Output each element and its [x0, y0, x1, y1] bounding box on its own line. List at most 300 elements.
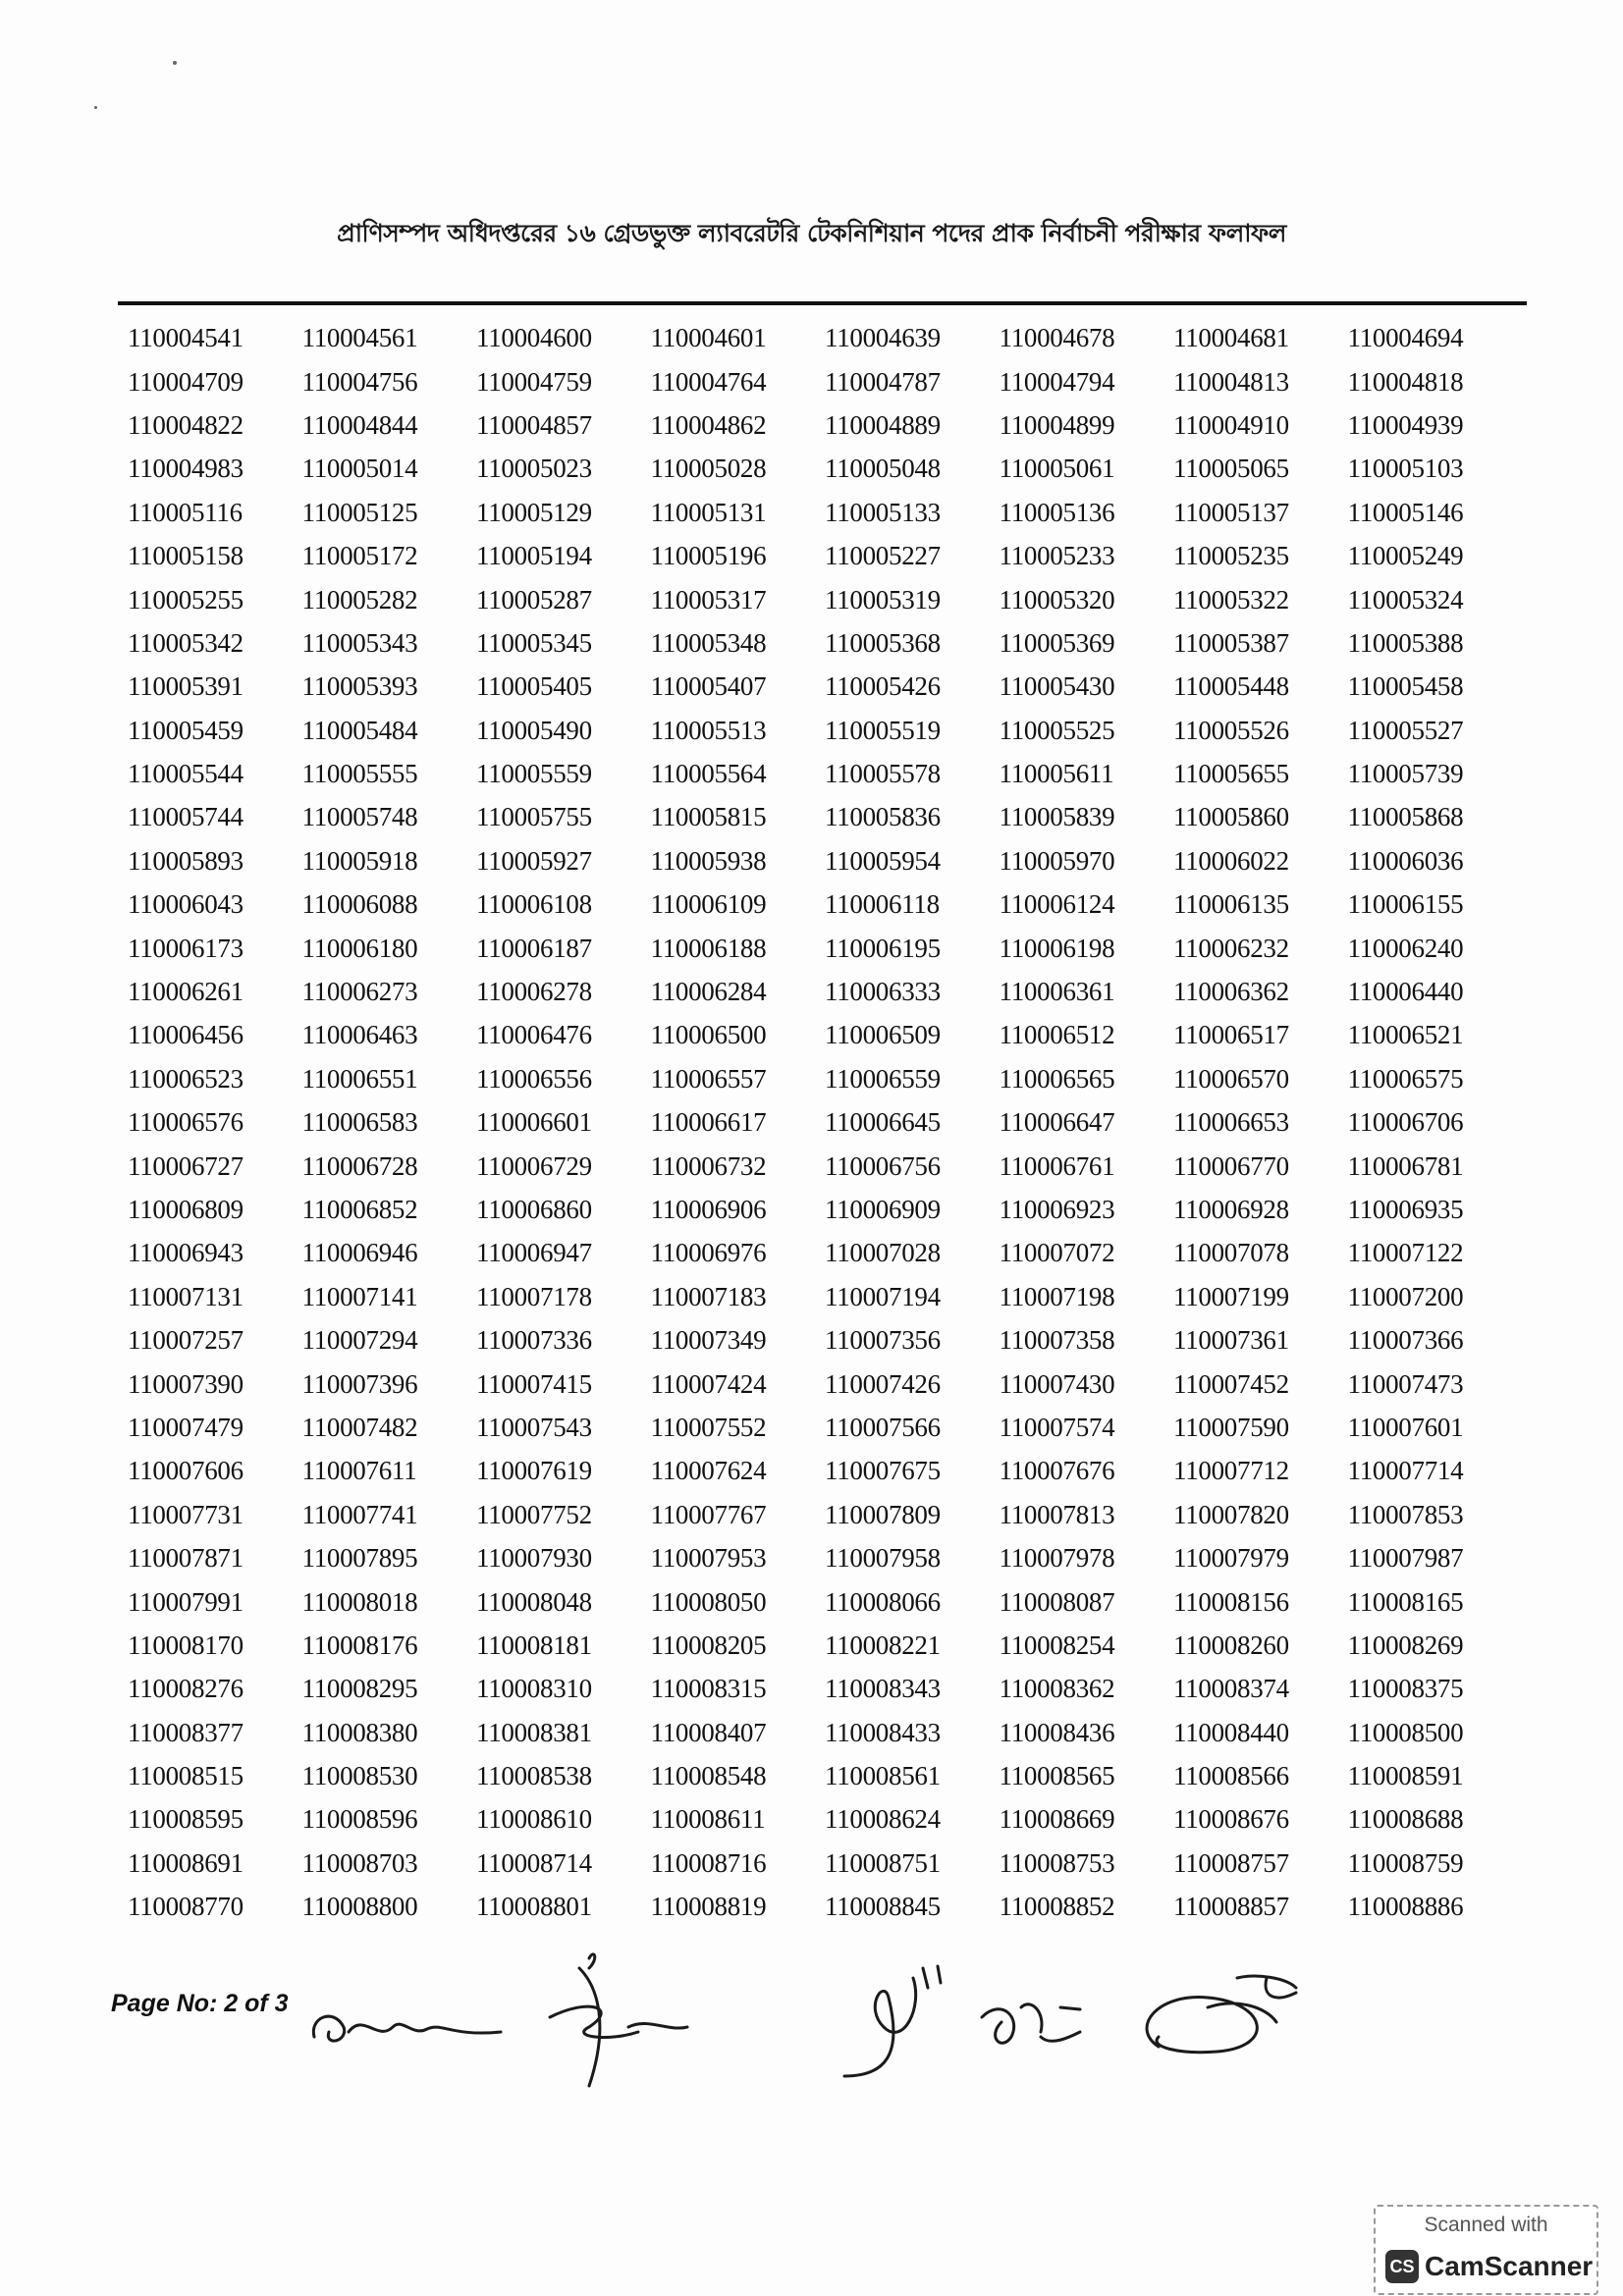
roll-number-cell: 110006947	[476, 1238, 592, 1268]
roll-number-cell: 110008770	[128, 1892, 243, 1922]
roll-number-cell: 110005065	[1173, 454, 1289, 484]
roll-number-cell: 110006923	[999, 1195, 1115, 1224]
roll-number-cell: 110006565	[999, 1063, 1115, 1094]
roll-number-cell: 110008380	[301, 1717, 418, 1747]
table-row	[122, 795, 1516, 838]
roll-number-cell: 110006187	[476, 933, 592, 963]
roll-number-cell: 110004709	[128, 366, 243, 397]
roll-number-cell: 110007676	[999, 1456, 1115, 1486]
roll-number-cell: 110005407	[650, 671, 767, 702]
roll-number-cell: 110008857	[1173, 1892, 1289, 1922]
roll-number-cell: 110006770	[1173, 1150, 1289, 1181]
roll-number-cell: 110008566	[1173, 1761, 1289, 1791]
roll-number-cell: 110005282	[301, 584, 418, 614]
roll-number-cell: 110006278	[476, 977, 592, 1007]
roll-number-cell: 110004889	[825, 409, 941, 440]
roll-number-cell: 110004983	[128, 454, 243, 484]
roll-number-cell: 110007543	[476, 1412, 592, 1442]
roll-number-cell: 110007078	[1173, 1238, 1289, 1268]
roll-number-cell: 110008624	[825, 1804, 941, 1835]
roll-number-cell: 110007390	[128, 1368, 243, 1399]
table-row	[122, 1406, 1516, 1449]
roll-number-cell: 110005559	[476, 759, 592, 789]
roll-number-cell: 110007452	[1173, 1368, 1289, 1399]
camscanner-badge	[1374, 2205, 1598, 2295]
roll-number-cell: 110006576	[128, 1107, 243, 1138]
roll-number-cell: 110005391	[128, 671, 243, 702]
roll-number-cell: 110005387	[1173, 627, 1289, 658]
roll-number-cell: 110006118	[825, 889, 940, 920]
roll-number-cell: 110005405	[476, 671, 592, 702]
roll-number-cell: 110006521	[1347, 1020, 1464, 1050]
roll-number-cell: 110007566	[825, 1412, 941, 1442]
roll-number-cell: 110006109	[650, 889, 767, 920]
table-row	[122, 577, 1516, 620]
roll-number-cell: 110008676	[1173, 1804, 1289, 1835]
roll-number-cell: 110005255	[128, 584, 243, 614]
table-row	[122, 1275, 1516, 1318]
table-row	[122, 1624, 1516, 1667]
roll-number-cell: 110008375	[1347, 1674, 1464, 1704]
roll-number-cell: 110004756	[301, 366, 418, 397]
roll-number-cell: 110004822	[128, 409, 243, 440]
roll-number-cell: 110008181	[476, 1629, 592, 1660]
roll-number-cell: 110006173	[128, 933, 243, 963]
roll-number-cell: 110006333	[825, 977, 941, 1007]
roll-number-cell: 110008433	[825, 1717, 941, 1747]
roll-number-cell: 110004857	[476, 409, 592, 440]
roll-number-cell: 110005235	[1173, 541, 1289, 571]
roll-number-cell: 110007482	[301, 1412, 418, 1442]
roll-number-cell: 110008050	[650, 1586, 767, 1617]
roll-number-cell: 110008530	[301, 1761, 418, 1791]
table-row	[122, 1231, 1516, 1274]
roll-number-cell: 110008362	[999, 1674, 1115, 1704]
roll-number-cell: 110007895	[301, 1543, 418, 1574]
roll-number-cell: 110008548	[650, 1761, 767, 1791]
roll-number-cell: 110008845	[825, 1892, 941, 1922]
roll-number-cell: 110006943	[128, 1238, 243, 1268]
roll-number-cell: 110008381	[476, 1717, 592, 1747]
scan-speck	[94, 106, 97, 109]
table-row	[122, 1362, 1516, 1405]
roll-number-cell: 110008276	[128, 1674, 243, 1704]
roll-number-cell: 110005526	[1173, 715, 1289, 745]
roll-number-cell: 110006653	[1173, 1107, 1289, 1138]
roll-number-cell: 110007752	[476, 1499, 592, 1529]
table-row	[122, 621, 1516, 665]
roll-number-cell: 110008377	[128, 1717, 243, 1747]
roll-number-cell: 110006361	[999, 977, 1115, 1007]
roll-number-cell: 110005448	[1173, 671, 1289, 702]
table-row	[122, 1754, 1516, 1797]
roll-number-cell: 110007978	[999, 1543, 1115, 1574]
roll-number-cell: 110007356	[825, 1325, 941, 1356]
roll-number-cell: 110005172	[301, 541, 418, 571]
roll-number-cell: 110006781	[1347, 1150, 1464, 1181]
roll-number-cell: 110005125	[301, 497, 418, 527]
roll-number-cell: 110008591	[1347, 1761, 1464, 1791]
table-row	[122, 1013, 1516, 1056]
roll-number-cell: 110005103	[1347, 454, 1464, 484]
roll-number-cell: 110008260	[1173, 1629, 1289, 1660]
roll-number-cell: 110008176	[301, 1629, 418, 1660]
roll-number-cell: 110004794	[999, 366, 1115, 397]
table-row	[122, 1057, 1516, 1100]
roll-number-cell: 110007953	[650, 1543, 767, 1574]
roll-number-cell: 110007257	[128, 1325, 243, 1356]
roll-number-cell: 110007426	[825, 1368, 941, 1399]
roll-number-cell: 110006284	[650, 977, 767, 1007]
roll-number-cell: 110004764	[650, 366, 767, 397]
signatures	[295, 1939, 1375, 2096]
roll-number-cell: 110008596	[301, 1804, 418, 1835]
roll-number-cell: 110006232	[1173, 933, 1289, 963]
roll-number-cell: 110007813	[999, 1499, 1115, 1529]
roll-number-cell: 110008759	[1347, 1847, 1464, 1878]
roll-number-cell: 110008269	[1347, 1629, 1464, 1660]
roll-number-cell: 110007200	[1347, 1281, 1464, 1311]
roll-number-cell: 110004601	[650, 323, 767, 353]
roll-number-cell: 110005061	[999, 454, 1115, 484]
roll-number-cell: 110006928	[1173, 1195, 1289, 1224]
roll-number-cell: 110007552	[650, 1412, 767, 1442]
roll-number-cell: 110007072	[999, 1238, 1115, 1268]
roll-number-cell: 110008165	[1347, 1586, 1464, 1617]
table-row	[122, 1842, 1516, 1885]
roll-number-cell: 110007358	[999, 1325, 1115, 1356]
roll-number-table	[122, 316, 1516, 1928]
roll-number-cell: 110005233	[999, 541, 1115, 571]
roll-number-cell: 110008757	[1173, 1847, 1289, 1878]
roll-number-cell: 110005954	[825, 845, 941, 876]
roll-number-cell: 110006022	[1173, 845, 1289, 876]
roll-number-cell: 110006273	[301, 977, 418, 1007]
roll-number-cell: 110004787	[825, 366, 941, 397]
roll-number-cell: 110005342	[128, 627, 243, 658]
roll-number-cell: 110008538	[476, 1761, 592, 1791]
roll-number-cell: 110008087	[999, 1586, 1115, 1617]
roll-number-cell: 110005322	[1173, 584, 1289, 614]
roll-number-cell: 110006706	[1347, 1107, 1464, 1138]
roll-number-cell: 110004694	[1347, 323, 1464, 353]
roll-number-cell: 110005345	[476, 627, 592, 658]
roll-number-cell: 110005564	[650, 759, 767, 789]
roll-number-cell: 110006946	[301, 1238, 418, 1268]
roll-number-cell: 110004899	[999, 409, 1115, 440]
roll-number-cell: 110005317	[650, 584, 767, 614]
roll-number-cell: 110005287	[476, 584, 592, 614]
roll-number-cell: 110007741	[301, 1499, 418, 1529]
roll-number-cell: 110005116	[128, 497, 243, 527]
signature-4	[982, 2004, 1080, 2043]
roll-number-cell: 110006108	[476, 889, 592, 920]
scan-speck	[173, 61, 177, 65]
roll-number-cell: 110008343	[825, 1674, 941, 1704]
table-row	[122, 1579, 1516, 1623]
roll-number-cell: 110008440	[1173, 1717, 1289, 1747]
roll-number-cell: 110006557	[650, 1063, 767, 1094]
roll-number-cell: 110007991	[128, 1586, 243, 1617]
roll-number-cell: 110005739	[1347, 759, 1464, 789]
table-row	[122, 1711, 1516, 1754]
table-row	[122, 1885, 1516, 1928]
roll-number-cell: 110005430	[999, 671, 1115, 702]
signature-5	[1147, 1976, 1296, 2053]
table-row	[122, 316, 1516, 359]
roll-number-cell: 110007194	[825, 1281, 941, 1311]
roll-number-cell: 110007809	[825, 1499, 941, 1529]
roll-number-cell: 110008310	[476, 1674, 592, 1704]
roll-number-cell: 110006860	[476, 1195, 592, 1224]
roll-number-cell: 110006512	[999, 1020, 1115, 1050]
roll-number-cell: 110005131	[650, 497, 767, 527]
roll-number-cell: 110005014	[301, 454, 418, 484]
table-row	[122, 1493, 1516, 1536]
table-row	[122, 1797, 1516, 1841]
roll-number-cell: 110005320	[999, 584, 1115, 614]
roll-number-cell: 110004639	[825, 323, 941, 353]
roll-number-cell: 110008407	[650, 1717, 767, 1747]
table-row	[122, 665, 1516, 708]
roll-number-cell: 110008565	[999, 1761, 1115, 1791]
roll-number-cell: 110006440	[1347, 977, 1464, 1007]
roll-number-cell: 110005860	[1173, 802, 1289, 832]
roll-number-cell: 110006617	[650, 1107, 767, 1138]
roll-number-cell: 110006761	[999, 1150, 1115, 1181]
roll-number-cell: 110007199	[1173, 1281, 1289, 1311]
roll-number-cell: 110006509	[825, 1020, 941, 1050]
roll-number-cell: 110005755	[476, 802, 592, 832]
roll-number-cell: 110005459	[128, 715, 243, 745]
roll-number-cell: 110006124	[999, 889, 1115, 920]
roll-number-cell: 110007624	[650, 1456, 767, 1486]
table-row	[122, 1667, 1516, 1710]
table-row	[122, 403, 1516, 447]
signature-1	[313, 2016, 501, 2041]
roll-number-cell: 110006036	[1347, 845, 1464, 876]
roll-number-cell: 110005048	[825, 454, 941, 484]
roll-number-cell: 110008753	[999, 1847, 1115, 1878]
roll-number-cell: 110007198	[999, 1281, 1115, 1311]
roll-number-cell: 110006728	[301, 1150, 418, 1181]
roll-number-cell: 110007028	[825, 1238, 941, 1268]
roll-number-cell: 110006198	[999, 933, 1115, 963]
roll-number-cell: 110007731	[128, 1499, 243, 1529]
roll-number-cell: 110005158	[128, 541, 243, 571]
roll-number-cell: 110006756	[825, 1150, 941, 1181]
roll-number-cell: 110006180	[301, 933, 418, 963]
roll-number-cell: 110004844	[301, 409, 418, 440]
table-row	[122, 1318, 1516, 1362]
roll-number-cell: 110006476	[476, 1020, 592, 1050]
roll-number-cell: 110007336	[476, 1325, 592, 1356]
roll-number-cell: 110005129	[476, 497, 592, 527]
roll-number-cell: 110007619	[476, 1456, 592, 1486]
roll-number-cell: 110007430	[999, 1368, 1115, 1399]
roll-number-cell: 110006500	[650, 1020, 767, 1050]
roll-number-cell: 110006729	[476, 1150, 592, 1181]
roll-number-cell: 110008500	[1347, 1717, 1464, 1747]
roll-number-cell: 110007473	[1347, 1368, 1464, 1399]
roll-number-cell: 110005525	[999, 715, 1115, 745]
roll-number-cell: 110008156	[1173, 1586, 1289, 1617]
roll-number-cell: 110005918	[301, 845, 418, 876]
roll-number-cell: 110007361	[1173, 1325, 1289, 1356]
roll-number-cell: 110006261	[128, 977, 243, 1007]
roll-number-cell: 110007294	[301, 1325, 418, 1356]
roll-number-cell: 110006559	[825, 1063, 941, 1094]
roll-number-cell: 110006463	[301, 1020, 418, 1050]
roll-number-cell: 110007930	[476, 1543, 592, 1574]
roll-number-cell: 110008436	[999, 1717, 1115, 1747]
roll-number-cell: 110006909	[825, 1195, 941, 1224]
table-row	[122, 1144, 1516, 1187]
roll-number-cell: 110008221	[825, 1629, 941, 1660]
roll-number-cell: 110005249	[1347, 541, 1464, 571]
roll-number-cell: 110008852	[999, 1892, 1115, 1922]
roll-number-cell: 110006906	[650, 1195, 767, 1224]
roll-number-cell: 110007396	[301, 1368, 418, 1399]
roll-number-cell: 110005133	[825, 497, 941, 527]
roll-number-cell: 110006155	[1347, 889, 1464, 920]
roll-number-cell: 110007675	[825, 1456, 941, 1486]
roll-number-cell: 110005227	[825, 541, 941, 571]
roll-number-cell: 110006645	[825, 1107, 941, 1138]
roll-number-cell: 110005490	[476, 715, 592, 745]
roll-number-cell: 110008703	[301, 1847, 418, 1878]
roll-number-cell: 110006647	[999, 1107, 1115, 1138]
roll-number-cell: 110007853	[1347, 1499, 1464, 1529]
roll-number-cell: 110005519	[825, 715, 941, 745]
table-row	[122, 882, 1516, 926]
roll-number-cell: 110008610	[476, 1804, 592, 1835]
roll-number-cell: 110004862	[650, 409, 767, 440]
scanned-with-text: Scanned with	[1424, 2214, 1548, 2236]
table-row	[122, 1536, 1516, 1579]
roll-number-cell: 110008595	[128, 1804, 243, 1835]
roll-number-cell: 110005343	[301, 627, 418, 658]
roll-number-cell: 110005544	[128, 759, 243, 789]
roll-number-cell: 110004818	[1347, 366, 1464, 397]
roll-number-cell: 110008714	[476, 1847, 592, 1878]
roll-number-cell: 110008066	[825, 1586, 941, 1617]
roll-number-cell: 110004678	[999, 323, 1115, 353]
roll-number-cell: 110005815	[650, 802, 767, 832]
roll-number-cell: 110006570	[1173, 1063, 1289, 1094]
roll-number-cell: 110006135	[1173, 889, 1289, 920]
roll-number-cell: 110005744	[128, 802, 243, 832]
roll-number-cell: 110007979	[1173, 1543, 1289, 1574]
roll-number-cell: 110006583	[301, 1107, 418, 1138]
roll-number-cell: 110007424	[650, 1368, 767, 1399]
roll-number-cell: 110007178	[476, 1281, 592, 1311]
roll-number-cell: 110006727	[128, 1150, 243, 1181]
roll-number-cell: 110006732	[650, 1150, 767, 1181]
table-row	[122, 970, 1516, 1013]
roll-number-cell: 110005194	[476, 541, 592, 571]
roll-number-cell: 110008018	[301, 1586, 418, 1617]
roll-number-cell: 110005458	[1347, 671, 1464, 702]
roll-number-cell: 110005136	[999, 497, 1115, 527]
roll-number-cell: 110006088	[301, 889, 418, 920]
roll-number-cell: 110005368	[825, 627, 941, 658]
roll-number-cell: 110004541	[128, 323, 243, 353]
roll-number-cell: 110008669	[999, 1804, 1115, 1835]
roll-number-cell: 110006935	[1347, 1195, 1464, 1224]
roll-number-cell: 110005970	[999, 845, 1115, 876]
roll-number-cell: 110005527	[1347, 715, 1464, 745]
roll-number-cell: 110008170	[128, 1629, 243, 1660]
page-title: প্রাণিসম্পদ অধিদপ্তরের ১৬ গ্রেডভুক্ত ল্যাবরেটরি টেকনিশিয়ান পদের প্রাক নির্বাচনী পরীক্ষার ফলাফল	[337, 219, 1286, 247]
roll-number-cell: 110006551	[301, 1063, 418, 1094]
roll-number-cell: 110006852	[301, 1195, 418, 1224]
roll-number-cell: 110005393	[301, 671, 418, 702]
roll-number-cell: 110005893	[128, 845, 243, 876]
roll-number-cell: 110005655	[1173, 759, 1289, 789]
roll-number-cell: 110007183	[650, 1281, 767, 1311]
roll-number-cell: 110008716	[650, 1847, 767, 1878]
roll-number-cell: 110004561	[301, 323, 418, 353]
roll-number-cell: 110005938	[650, 845, 767, 876]
camscanner-brand: CamScanner	[1425, 2251, 1594, 2281]
roll-number-cell: 110007479	[128, 1412, 243, 1442]
roll-number-cell: 110007767	[650, 1499, 767, 1529]
roll-number-cell: 110007574	[999, 1412, 1115, 1442]
roll-number-cell: 110006195	[825, 933, 941, 963]
roll-number-cell: 110005146	[1347, 497, 1464, 527]
roll-number-cell: 110007601	[1347, 1412, 1464, 1442]
roll-number-cell: 110006601	[476, 1107, 592, 1138]
roll-number-cell: 110007820	[1173, 1499, 1289, 1529]
roll-number-cell: 110007611	[301, 1456, 417, 1486]
roll-number-cell: 110008205	[650, 1629, 767, 1660]
roll-number-cell: 110007122	[1347, 1238, 1464, 1268]
roll-number-cell: 110006043	[128, 889, 243, 920]
table-row	[122, 1100, 1516, 1144]
roll-number-cell: 110006523	[128, 1063, 243, 1094]
roll-number-cell: 110008691	[128, 1847, 243, 1878]
roll-number-cell: 110006556	[476, 1063, 592, 1094]
table-row	[122, 1188, 1516, 1231]
roll-number-cell: 110005868	[1347, 802, 1464, 832]
roll-number-cell: 110006362	[1173, 977, 1289, 1007]
roll-number-cell: 110007714	[1347, 1456, 1464, 1486]
roll-number-cell: 110005324	[1347, 584, 1464, 614]
table-row	[122, 534, 1516, 577]
roll-number-cell: 110007712	[1173, 1456, 1289, 1486]
roll-number-cell: 110008688	[1347, 1804, 1464, 1835]
roll-number-cell: 110008295	[301, 1674, 418, 1704]
roll-number-cell: 110007366	[1347, 1325, 1464, 1356]
roll-number-cell: 110008048	[476, 1586, 592, 1617]
table-row	[122, 447, 1516, 490]
roll-number-cell: 110007871	[128, 1543, 243, 1574]
roll-number-cell: 110007415	[476, 1368, 592, 1399]
roll-number-cell: 110006809	[128, 1195, 243, 1224]
roll-number-cell: 110008611	[650, 1804, 766, 1835]
table-row	[122, 709, 1516, 752]
roll-number-cell: 110004681	[1173, 323, 1289, 353]
roll-number-cell: 110008886	[1347, 1892, 1464, 1922]
table-row	[122, 1449, 1516, 1492]
roll-number-cell: 110008751	[825, 1847, 941, 1878]
roll-number-cell: 110005196	[650, 541, 767, 571]
roll-number-cell: 110005839	[999, 802, 1115, 832]
roll-number-cell: 110005028	[650, 454, 767, 484]
roll-number-cell: 110004939	[1347, 409, 1464, 440]
roll-number-cell: 110007958	[825, 1543, 941, 1574]
